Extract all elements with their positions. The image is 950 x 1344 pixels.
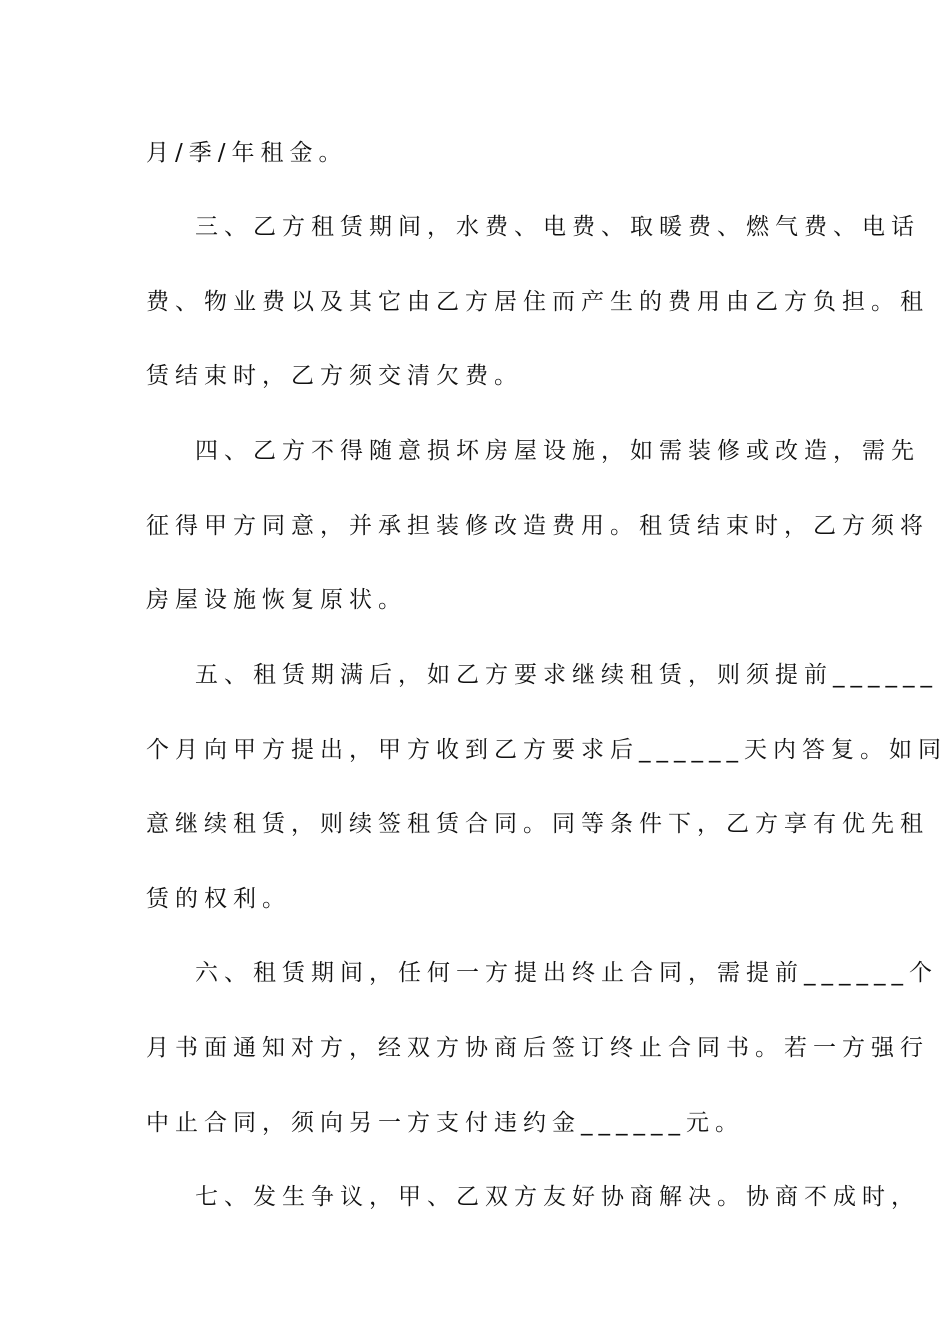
clause-3-line-3: 赁结束时，乙方须交清欠费。 [146,363,523,389]
clause-3-line-2: 费、物业费以及其它由乙方居住而产生的费用由乙方负担。租 [146,289,929,315]
clause-7-line-1: 七、发生争议，甲、乙双方友好协商解决。协商不成时， [195,1184,920,1210]
text-line: 月/季/年租金。 [146,140,348,166]
clause-4-line-1: 四、乙方不得随意损坏房屋设施，如需装修或改造，需先 [195,438,920,464]
clause-4-line-2: 征得甲方同意，并承担装修改造费用。租赁结束时，乙方须将 [146,513,929,539]
clause-6-line-2: 月书面通知对方，经双方协商后签订终止合同书。若一方强行 [146,1035,929,1061]
clause-5-line-2: 个月向甲方提出，甲方收到乙方要求后______天内答复。如同 [146,737,947,763]
clause-4-line-3: 房屋设施恢复原状。 [146,587,407,613]
clause-5-line-4: 赁的权利。 [146,886,291,912]
clause-6-line-3: 中止合同，须向另一方支付违约金______元。 [146,1110,744,1136]
clause-5-line-3: 意继续租赁，则续签租赁合同。同等条件下，乙方享有优先租 [146,811,929,837]
clause-5-line-1: 五、租赁期满后，如乙方要求继续租赁，则须提前______ [195,662,938,688]
clause-6-line-1: 六、租赁期间，任何一方提出终止合同，需提前______个 [195,960,938,986]
clause-3-line-1: 三、乙方租赁期间，水费、电费、取暖费、燃气费、电话 [195,214,920,240]
